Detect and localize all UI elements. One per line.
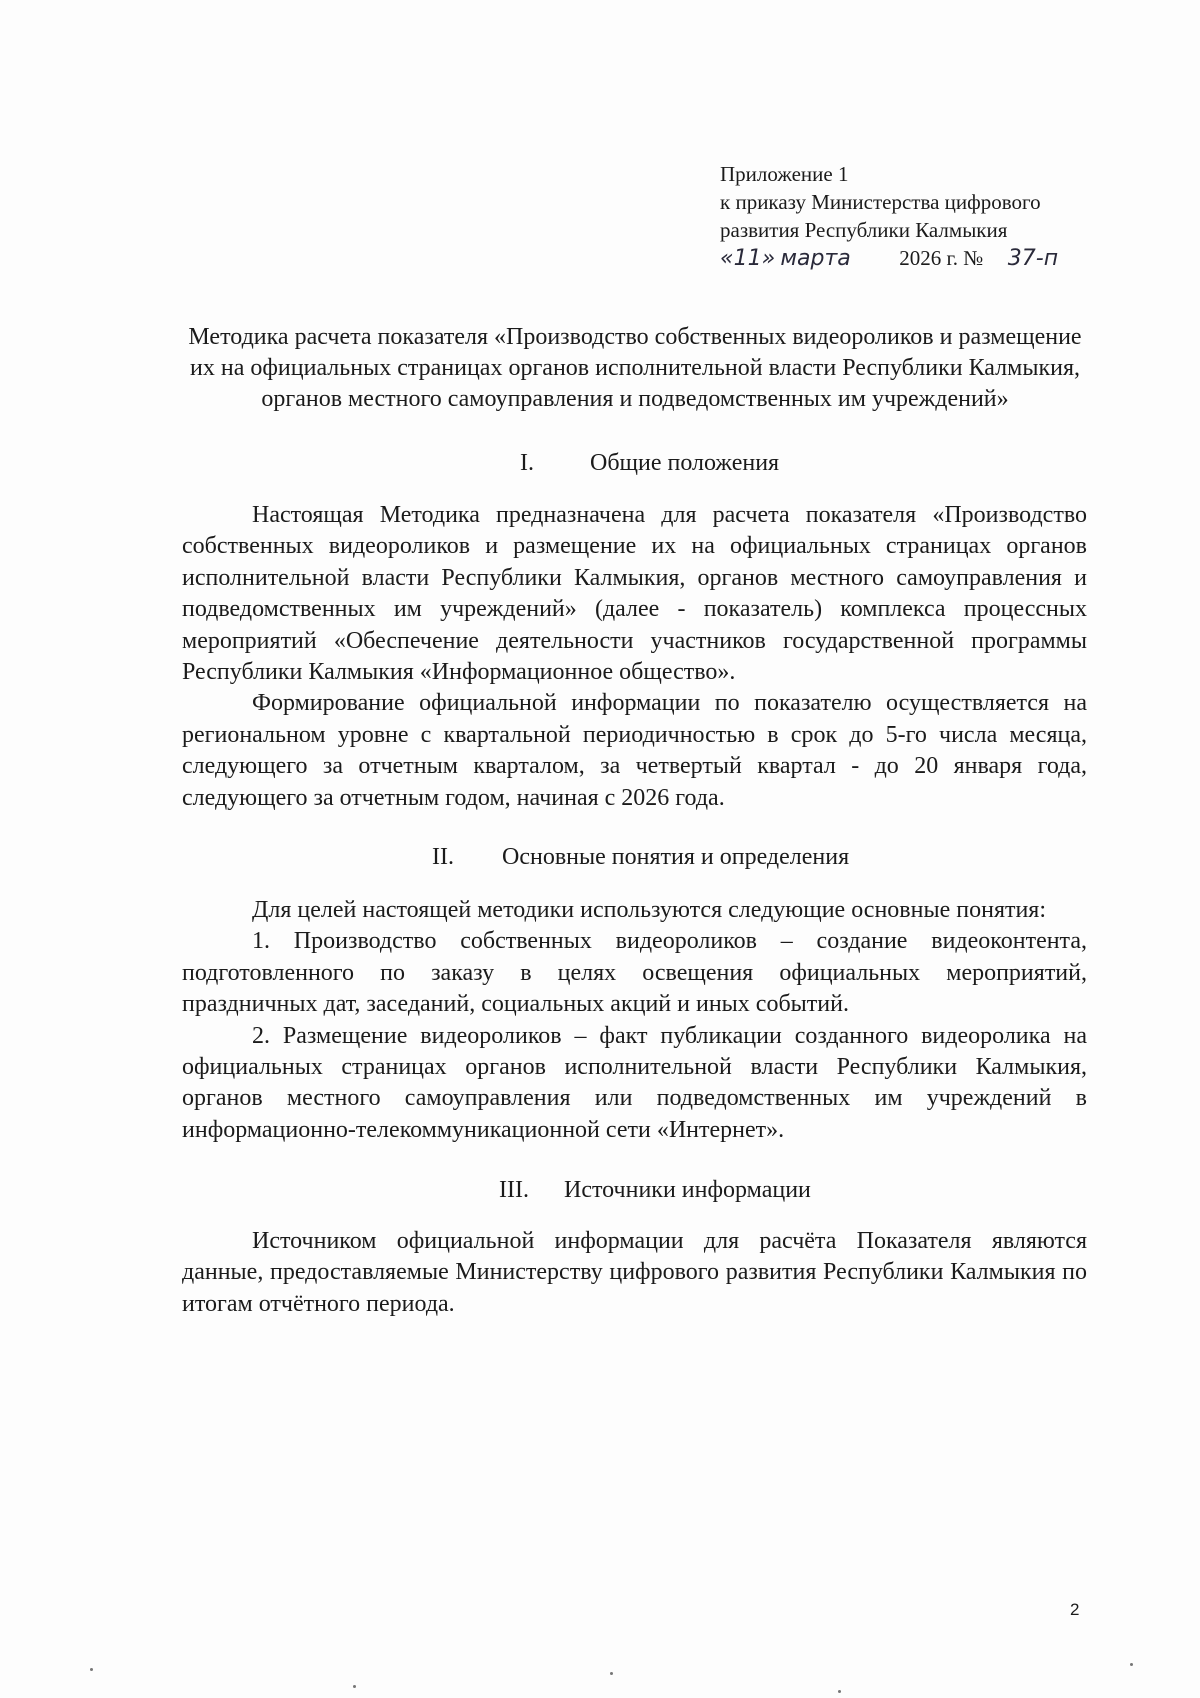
section-1-body [182,500,1087,814]
section-3-number: III. [499,1177,529,1203]
scan-speck [353,1685,356,1688]
appendix-line-3: развития Республики Калмыкия [720,218,1008,242]
appendix-date-line [720,244,1058,273]
paragraph: Для целей настоящей методики используются следующие основные понятия: [252,897,1047,923]
scan-speck [610,1672,613,1675]
section-1-title: Общие положения [590,450,780,476]
date-year: 2026 г. № [899,246,984,270]
handwritten-day: «11» [720,246,776,271]
paragraph: Источником официальной информации для расчёта Показателя являются данные, предоставляемые Министерству цифрового развития Республики Калмыкия по итогам отчётного периода. [182,1228,1087,1317]
section-3-heading [499,1175,811,1205]
scan-speck [1130,1663,1133,1666]
section-3-body [182,1226,1087,1320]
handwritten-month: марта [780,246,851,271]
paragraph: 1. Производство собственных видеороликов – создание видеоконтента, подготовленного по заказу в целях освещения официальных мероприятий, праздничных дат, заседаний, социальных акций и иных событий. [182,928,1087,1018]
paragraph: Настоящая Методика предназначена для расчета показателя «Производство собственных видеороликов и размещение их на официальных страницах органов исполнительной власти Республики Калмыкия, органов местного самоуправления и подведомственных им учреждений» (далее - показатель) комплекса процессных мероприятий «Обеспечение деятельности участников государственной программы Республики Калмыкия «Информационное общество». [182,502,1087,686]
section-2-body [182,895,1087,1146]
section-1-number: I. [520,450,534,476]
section-2-number: II. [432,844,454,870]
section-2-heading [432,842,849,872]
handwritten-order-number: 37-п [1007,246,1059,271]
document-title: Методика расчета показателя «Производство собственных видеороликов и размещение их на официальных страницах органов исполнительной власти Республики Калмыкия, органов местного самоуправления и подведомственных им учреждений» [188,324,1082,412]
paragraph: 2. Размещение видеороликов – факт публикации созданного видеоролика на официальных страницах органов исполнительной власти Республики Калмыкия, органов местного самоуправления или подведомственных им учреждений в информационно-телекоммуникационной сети «Интернет». [182,1022,1087,1143]
page-number: 2 [1070,1600,1080,1619]
section-3-title: Источники информации [564,1177,811,1203]
appendix-line-1: Приложение 1 [720,162,849,186]
scan-speck [90,1668,93,1671]
paragraph: Формирование официальной информации по показателю осуществляется на региональном уровне с квартальной периодичностью в срок до 5-го числа месяца, следующего за отчетным кварталом, за четвертый квартал - до 20 января года, следующего за отчетным годом, начиная с 2026 года. [182,690,1087,811]
section-1-heading [520,448,779,478]
appendix-line-2: к приказу Министерства цифрового [720,190,1041,214]
section-2-title: Основные понятия и определения [502,844,850,870]
scan-speck [838,1690,841,1693]
appendix-block [720,160,1058,273]
